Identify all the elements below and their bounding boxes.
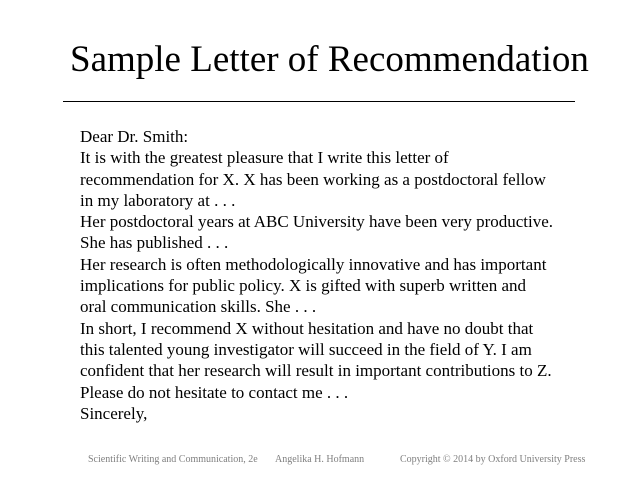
footer-author: Angelika H. Hofmann bbox=[275, 454, 365, 465]
letter-line: Please do not hesitate to contact me . . . bbox=[80, 382, 349, 402]
footer-book-title: Scientific Writing and Communication, 2e bbox=[88, 454, 258, 465]
letter-line: In short, I recommend X without hesitation and have no doubt that bbox=[80, 318, 534, 338]
letter-line: It is with the greatest pleasure that I write this letter of bbox=[80, 148, 449, 168]
slide-title: Sample Letter of Recommendation bbox=[70, 39, 589, 80]
letter-line: Her research is often methodologically innovative and has important bbox=[80, 254, 547, 274]
title-divider bbox=[63, 101, 575, 102]
letter-body bbox=[80, 126, 600, 424]
letter-line: this talented young investigator will succeed in the field of Y. I am bbox=[80, 339, 532, 359]
letter-line-salutation: Dear Dr. Smith: bbox=[80, 127, 189, 146]
letter-line: confident that her research will result in important contributions to Z. bbox=[80, 361, 552, 381]
letter-line: She has published . . . bbox=[80, 233, 229, 253]
letter-line: recommendation for X. X has been working as a postdoctoral fellow bbox=[80, 169, 546, 189]
footer-copyright: Copyright © 2014 by Oxford University Press bbox=[400, 454, 586, 465]
letter-line: implications for public policy. X is gifted with superb written and bbox=[80, 276, 527, 296]
letter-line-closing: Sincerely, bbox=[80, 403, 148, 423]
letter-line: in my laboratory at . . . bbox=[80, 190, 236, 210]
letter-line: Her postdoctoral years at ABC University have been very productive. bbox=[80, 212, 554, 232]
letter-line: oral communication skills. She . . . bbox=[80, 297, 317, 317]
